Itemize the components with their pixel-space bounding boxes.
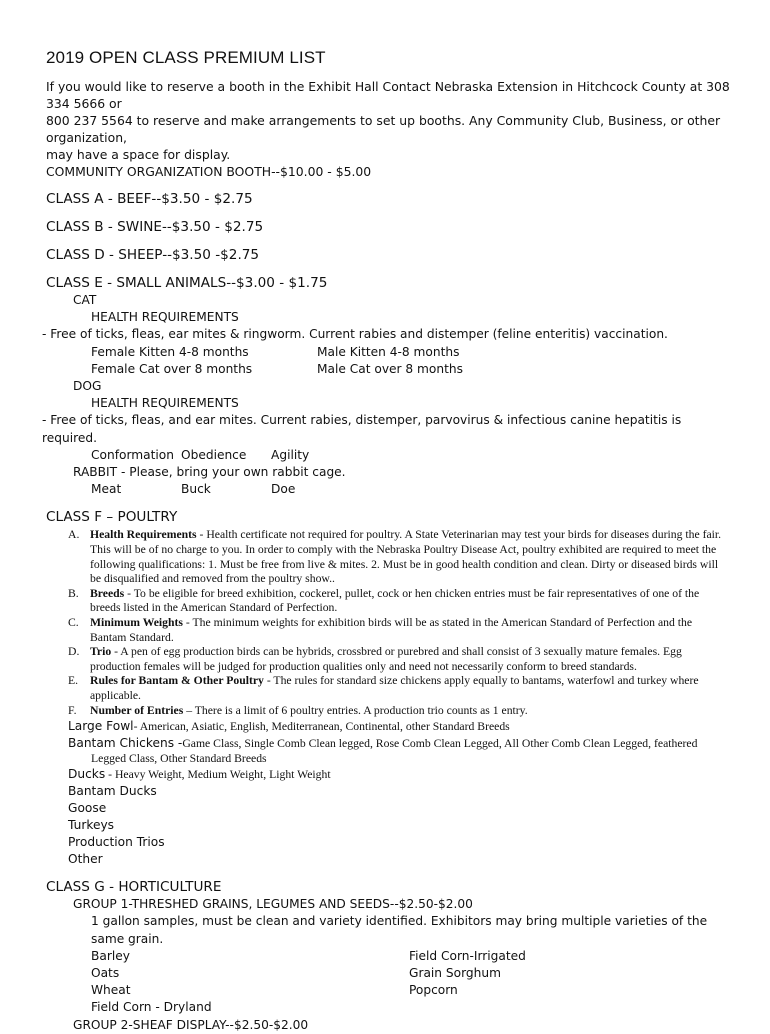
class-d-heading: CLASS D - SHEEP--$3.50 -$2.75 [46, 247, 260, 263]
grain-column-right [409, 948, 526, 1017]
dog-health-heading: HEALTH REQUIREMENTS [91, 396, 239, 411]
group-1-note: 1 gallon samples, must be clean and variety identified. Exhibitors may bring multiple varieties of the same grain. [91, 914, 708, 946]
poultry-entry: Production Trios [68, 835, 165, 850]
list-item [46, 645, 730, 674]
rabbit-class: Buck [181, 482, 211, 497]
class-g-section [46, 878, 730, 1034]
bantam-line-continued: Legged Class, Other Standard Breeds [91, 752, 267, 766]
list-item [46, 587, 730, 616]
bantam-line [68, 735, 730, 752]
rabbit-class: Doe [271, 482, 296, 497]
list-item [46, 616, 730, 645]
dog-class: Agility [271, 447, 310, 462]
rule-title: Number of Entries [90, 703, 184, 717]
class-a-heading: CLASS A - BEEF--$3.50 - $2.75 [46, 191, 253, 207]
page-title: 2019 OPEN CLASS PREMIUM LIST [46, 48, 326, 67]
group-2-heading: GROUP 2-SHEAF DISPLAY--$2.50-$2.00 [73, 1017, 309, 1032]
large-fowl-line [68, 718, 730, 735]
poultry-entry: Bantam Ducks [68, 784, 157, 799]
group-1-heading: GROUP 1-THRESHED GRAINS, LEGUMES AND SEEDS--$2.50-$2.00 [73, 897, 473, 912]
class-f-heading: CLASS F – POULTRY [46, 509, 178, 526]
list-item [46, 528, 730, 586]
dog-label: DOG [73, 379, 102, 394]
cat-health-rule: - Free of ticks, fleas, ear mites & ringworm. Current rabies and distemper (feline enteritis) vaccination. [42, 327, 668, 342]
grain-item: Field Corn - Dryland [91, 1000, 212, 1015]
list-item [46, 704, 730, 719]
rabbit-label: RABBIT - Please, bring your own rabbit cage. [73, 465, 346, 480]
poultry-entry: Other [68, 852, 103, 867]
rule-text: – There is a limit of 6 poultry entries. A production trio counts as 1 entry. [183, 703, 528, 717]
list-letter: B. [68, 586, 79, 600]
cat-entry: Male Kitten 4-8 months [317, 344, 460, 359]
booth-fee: COMMUNITY ORGANIZATION BOOTH--$10.00 - $5.00 [46, 164, 372, 179]
cat-row [46, 361, 730, 378]
ducks-text: - Heavy Weight, Medium Weight, Light Weight [105, 768, 331, 782]
intro-line: may have a space for display. [46, 147, 231, 162]
rule-text: - The rules for standard size chickens apply equally to bantams, waterfowl and turkey where applicable. [90, 674, 699, 702]
grain-item: Oats [91, 965, 120, 980]
cat-health-heading: HEALTH REQUIREMENTS [91, 310, 239, 325]
large-fowl-label: Large Fowl [68, 719, 134, 734]
cat-entry: Male Cat over 8 months [317, 361, 463, 376]
list-letter: D. [68, 645, 80, 659]
list-item [46, 674, 730, 703]
rule-text: - A pen of egg production birds can be hybrids, crossbred or purebred and shall consist of 3 sexually mature females. Egg production females will be judged for production qualities only and need not necessarily conform to breed standards. [90, 645, 682, 673]
rule-title: Health Requirements [90, 528, 197, 542]
poultry-entry: Goose [68, 801, 107, 816]
cat-entry: Female Kitten 4-8 months [91, 344, 249, 359]
cat-entry: Female Cat over 8 months [91, 361, 253, 376]
poultry-entry: Turkeys [68, 818, 115, 833]
intro-paragraph [46, 78, 730, 180]
class-b-heading: CLASS B - SWINE--$3.50 - $2.75 [46, 219, 264, 235]
class-e-section [42, 274, 730, 498]
class-e-heading: CLASS E - SMALL ANIMALS--$3.00 - $1.75 [46, 275, 328, 291]
dog-classes-row [46, 447, 730, 464]
class-f-section [46, 508, 730, 868]
large-fowl-text: - American, Asiatic, English, Mediterranean, Continental, other Standard Breeds [133, 720, 510, 734]
dog-class: Conformation [91, 447, 174, 462]
rule-text: - Health certificate not required for poultry. A State Veterinarian may test your birds for diseases during the fair. This will be of no charge to you. In order to comply with the Nebraska Poultry Disease Act, poultry exhibited are required to meet the following qualifications: 1. Must be free from live & mites. 2. Must be in good health condition and clean. Dirty or diseased birds will be disqualified and removed from the poultry show.. [90, 528, 722, 586]
grain-item: Popcorn [409, 983, 458, 998]
rabbit-class: Meat [91, 482, 122, 497]
rabbit-classes-row [46, 481, 730, 498]
list-letter: E. [68, 674, 79, 688]
rule-title: Minimum Weights [90, 616, 183, 629]
list-letter: F. [68, 703, 77, 717]
class-g-heading: CLASS G - HORTICULTURE [46, 879, 222, 896]
grain-item: Wheat [91, 983, 131, 998]
grain-item: Barley [91, 948, 130, 963]
grain-item: Grain Sorghum [409, 965, 501, 980]
intro-line: 800 237 5564 to reserve and make arrangements to set up booths. Any Community Club, Business, or other organization, [46, 113, 721, 145]
bantam-text: Game Class, Single Comb Clean legged, Rose Comb Clean Legged, All Other Comb Clean Legged, feathered [182, 737, 698, 751]
intro-line: If you would like to reserve a booth in the Exhibit Hall Contact Nebraska Extension in Hitchcock County at 308 334 5666 or [46, 79, 730, 111]
grain-item: Field Corn-Irrigated [409, 948, 526, 963]
rule-text: - To be eligible for breed exhibition, cockerel, pullet, cock or hen chicken entries must be fair representatives of one of the breeds listed in the American Standard of Perfection. [90, 586, 700, 615]
ducks-label: Ducks [68, 767, 106, 782]
bantam-label: Bantam Chickens - [68, 736, 183, 751]
ducks-line [68, 766, 730, 783]
cat-row [46, 344, 730, 361]
poultry-rules-list [46, 528, 730, 718]
rule-title: Breeds [90, 586, 125, 600]
dog-class: Obedience [181, 447, 247, 462]
cat-label: CAT [73, 293, 97, 307]
grain-columns [46, 948, 730, 1017]
list-letter: A. [68, 528, 80, 542]
rule-text: - The minimum weights for exhibition birds will be as stated in the American Standard of Perfection and the Bantam Standard. [90, 616, 693, 644]
dog-health-rule: - Free of ticks, fleas, and ear mites. Current rabies, distemper, parvovirus & infectious canine hepatitis is required. [42, 413, 682, 445]
rule-title: Rules for Bantam & Other Poultry [90, 674, 264, 688]
grain-column-left [91, 948, 409, 1017]
list-letter: C. [68, 616, 79, 629]
rule-title: Trio [90, 645, 112, 659]
